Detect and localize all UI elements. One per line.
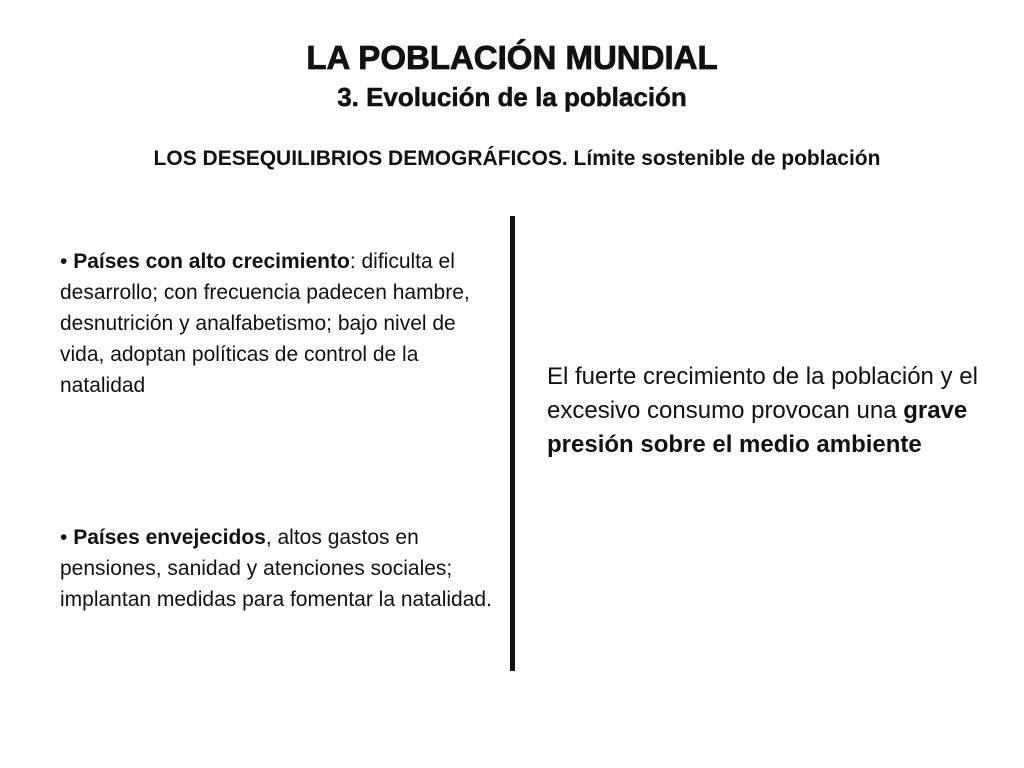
bullet-marker: • bbox=[60, 250, 68, 273]
bullet-aging-countries bbox=[60, 522, 500, 615]
bullet-high-growth-countries bbox=[60, 246, 500, 401]
conclusion-text-bold: grave presión sobre el medio ambiente bbox=[547, 397, 968, 458]
column-divider bbox=[510, 216, 515, 671]
bullet-text: : dificulta el desarrollo; con frecuencia padecen hambre, desnutrición y analfabetismo; bajo nivel de vida, adoptan políticas de control de la natalidad bbox=[60, 250, 470, 397]
conclusion-text bbox=[547, 360, 987, 462]
slide-subtitle: 3. Evolución de la población bbox=[337, 82, 687, 112]
bullet-term: Países envejecidos bbox=[73, 526, 266, 549]
bullet-text: , altos gastos en pensiones, sanidad y atenciones sociales; implantan medidas para fomentar la natalidad. bbox=[60, 526, 492, 611]
slide-title: LA POBLACIÓN MUNDIAL bbox=[306, 39, 718, 76]
bullet-term: Países con alto crecimiento bbox=[73, 250, 350, 273]
bullet-marker: • bbox=[60, 526, 68, 549]
section-heading: LOS DESEQUILIBRIOS DEMOGRÁFICOS. Límite sostenible de población bbox=[153, 147, 881, 170]
conclusion-text-start: El fuerte crecimiento de la población y el excesivo consumo provocan una bbox=[547, 363, 978, 424]
